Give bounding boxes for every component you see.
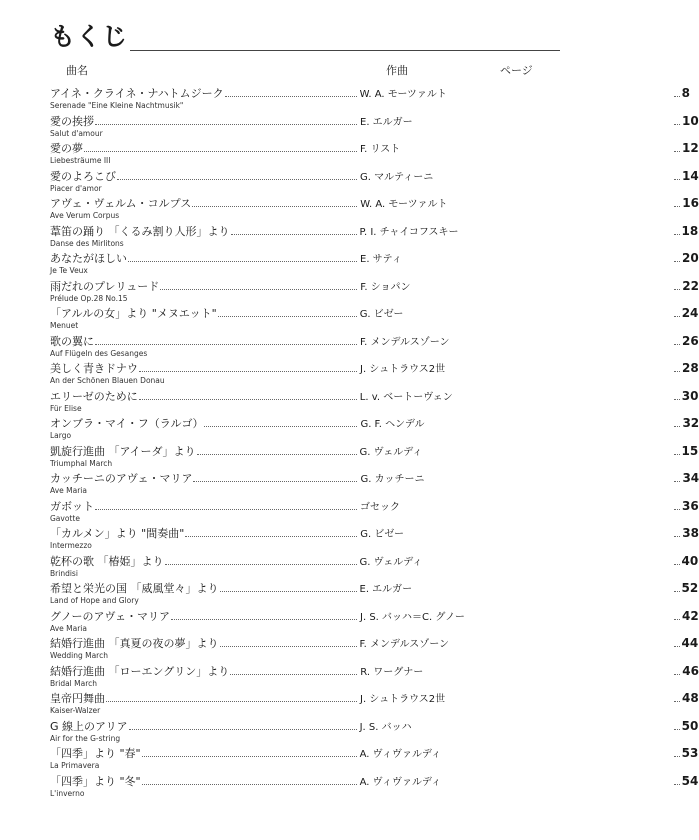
toc-entry (50, 86, 690, 114)
page-number: 10 (682, 113, 699, 128)
dot-leader (129, 729, 357, 730)
toc-entry-main-line (50, 773, 699, 789)
dot-leader (139, 371, 357, 372)
song-original-title: An der Schönen Blauen Donau (50, 376, 165, 385)
dot-leader (674, 564, 680, 565)
song-title: 「四季」より "春" (50, 747, 141, 760)
dot-leader (674, 536, 680, 537)
dot-leader (674, 261, 680, 262)
dot-leader (160, 289, 357, 290)
dot-leader (674, 179, 680, 180)
page-number: 20 (682, 251, 699, 265)
column-header-page: ページ (500, 64, 533, 77)
composer-name: E. エルガー (359, 584, 413, 595)
composer-name: G. ビゼー (359, 309, 404, 320)
dot-leader (106, 701, 357, 702)
composer-name: G. ヴェルディ (359, 446, 423, 458)
page-number: 28 (682, 361, 699, 375)
dot-leader (185, 536, 357, 537)
dot-leader (218, 316, 357, 317)
toc-entry-main-line (50, 471, 699, 486)
dot-leader (220, 591, 357, 592)
toc-entry (50, 416, 699, 444)
toc-entry (50, 498, 699, 527)
column-header-composer: 作曲 (386, 64, 408, 77)
toc-entry-main-line (50, 526, 699, 541)
composer-name: R. ワーグナー (360, 666, 424, 678)
dot-leader (674, 701, 680, 702)
table-of-contents (50, 86, 699, 801)
toc-entry-main-line (50, 361, 699, 376)
song-original-title: Ave Maria (50, 623, 87, 633)
toc-entry-main-line (50, 196, 699, 211)
song-title: 愛のよろこび (50, 169, 116, 183)
dot-leader (674, 151, 680, 152)
dot-leader (674, 234, 680, 235)
page-number: 34 (682, 471, 699, 485)
composer-name: F. メンデルスゾーン (360, 336, 450, 348)
page-number: 42 (682, 608, 699, 623)
composer-name: G. カッチーニ (360, 474, 425, 485)
song-original-title: Wedding March (50, 651, 108, 660)
dot-leader (674, 591, 680, 592)
toc-entry (50, 388, 699, 417)
dot-leader (230, 674, 357, 675)
song-title: 葦笛の踊り 「くるみ割り人形」より (50, 224, 230, 238)
page-number: 52 (681, 581, 699, 595)
song-title: 皇帝円舞曲 (50, 692, 105, 705)
page-number: 26 (682, 333, 699, 348)
song-original-title: Largo (50, 431, 72, 440)
toc-entry (50, 773, 699, 802)
composer-name: ゴセック (360, 501, 400, 513)
song-original-title: Danse des Mirlitons (50, 238, 124, 248)
toc-entry-main-line (50, 333, 699, 349)
page-number: 12 (682, 141, 699, 155)
composer-name: W. A. モーツァルト (359, 89, 447, 100)
page-number: 46 (682, 663, 699, 678)
toc-entry-main-line (50, 663, 699, 679)
toc-entry (50, 306, 699, 334)
toc-entry-main-line (50, 113, 699, 129)
toc-entry (50, 168, 699, 197)
dot-leader (197, 454, 357, 455)
page-number: 32 (682, 416, 699, 430)
dot-leader (674, 784, 680, 785)
toc-entry-main-line (50, 636, 699, 651)
song-title: 雨だれのプレリュード (50, 279, 160, 293)
toc-entry-main-line (50, 498, 699, 514)
composer-name: A. ヴィヴァルディ (359, 749, 442, 760)
page-number: 44 (681, 636, 699, 650)
toc-entry (50, 443, 699, 472)
song-title: 「四季」より "冬" (50, 774, 141, 788)
song-original-title: Intermezzo (50, 541, 92, 550)
dot-leader (674, 206, 680, 207)
dot-leader (674, 729, 680, 730)
toc-entry (50, 251, 699, 279)
page-number: 16 (682, 196, 699, 210)
toc-entry-main-line (50, 553, 699, 569)
song-original-title: Auf Flügeln des Gesanges (50, 348, 148, 358)
dot-leader (204, 426, 357, 427)
page-number: 8 (681, 86, 690, 100)
composer-name: L. v. ベートーヴェン (359, 391, 453, 403)
page-number: 22 (682, 278, 699, 293)
dot-leader (95, 124, 357, 125)
song-original-title: Prélude Op.28 No.15 (50, 293, 128, 303)
dot-leader (193, 481, 357, 482)
dot-leader (674, 96, 680, 97)
title-underline (130, 50, 560, 51)
dot-leader (231, 234, 357, 235)
song-title: 乾杯の歌 「椿姫」より (50, 554, 164, 568)
toc-entry-main-line (50, 86, 690, 101)
dot-leader (142, 784, 357, 785)
dot-leader (674, 756, 680, 757)
toc-entry (50, 278, 699, 307)
composer-name: J. S. バッハ＝C. グノー (360, 611, 465, 623)
toc-entry (50, 113, 699, 142)
toc-entry-main-line (50, 306, 699, 321)
dot-leader (674, 619, 680, 620)
column-header-song: 曲名 (66, 64, 88, 77)
page-title-row (50, 20, 560, 56)
dot-leader (674, 316, 680, 317)
song-original-title: Menuet (50, 321, 79, 330)
page-number: 40 (681, 553, 699, 568)
song-original-title: L'inverno (50, 788, 85, 798)
song-title: カッチーニのアヴェ・マリア (50, 472, 193, 485)
dot-leader (171, 619, 357, 620)
song-title: エリーゼのために (50, 389, 138, 403)
page-number: 48 (682, 691, 699, 705)
dot-leader (674, 124, 680, 125)
dot-leader (128, 261, 357, 262)
toc-entry-main-line (50, 581, 699, 596)
page-number: 36 (682, 498, 699, 513)
dot-leader (117, 179, 357, 180)
song-title: 愛の挨拶 (50, 114, 94, 128)
toc-entry-main-line (50, 251, 699, 266)
song-original-title: Air for the G-string (50, 733, 121, 743)
song-title: 結婚行進曲 「ローエングリン」より (50, 664, 230, 678)
toc-entry (50, 333, 699, 362)
dot-leader (225, 96, 357, 97)
song-original-title: La Primavera (50, 761, 100, 770)
dot-leader (674, 344, 680, 345)
composer-name: F. ショパン (360, 281, 411, 293)
composer-name: G. ヴェルディ (359, 556, 423, 568)
toc-entry (50, 141, 699, 169)
song-title: 凱旋行進曲 「アイーダ」より (50, 444, 196, 458)
dot-leader (674, 481, 680, 482)
toc-entry (50, 718, 699, 747)
toc-entry (50, 196, 699, 224)
song-title: ガボット (50, 499, 94, 513)
dot-leader (95, 344, 357, 345)
dot-leader (674, 509, 680, 510)
song-title: グノーのアヴェ・マリア (50, 609, 171, 623)
song-original-title: Serenade "Eine Kleine Nachtmusik" (50, 101, 184, 110)
toc-entry-main-line (50, 141, 699, 156)
song-original-title: Bridal March (50, 678, 97, 688)
dot-leader (95, 509, 357, 510)
toc-entry (50, 691, 699, 719)
composer-name: J. シュトラウス2世 (360, 364, 446, 375)
song-original-title: Land of Hope and Glory (50, 596, 139, 605)
toc-entry-main-line (50, 223, 699, 239)
dot-leader (192, 206, 357, 207)
toc-entry-main-line (50, 718, 699, 734)
page-number: 30 (681, 388, 699, 403)
composer-name: P. I. チャイコフスキー (359, 226, 459, 238)
song-original-title: Piacer d'amor (50, 183, 102, 193)
composer-name: J. S. バッハ (359, 721, 412, 733)
page-number: 50 (681, 718, 699, 733)
dot-leader (674, 289, 680, 290)
composer-name: E. エルガー (360, 116, 413, 128)
song-title: あなたがほしい (50, 252, 127, 265)
dot-leader (84, 151, 357, 152)
composer-name: G. ビゼー (360, 529, 405, 540)
page-number: 18 (681, 223, 699, 238)
page-number: 53 (681, 746, 699, 760)
dot-leader (142, 756, 357, 757)
page-number: 38 (682, 526, 699, 540)
page-number: 15 (681, 443, 699, 458)
song-title: アイネ・クライネ・ナハトムジーク (50, 87, 224, 100)
song-original-title: Für Elise (50, 403, 82, 413)
composer-name: G. F. ヘンデル (360, 419, 425, 430)
song-title: 歌の翼に (50, 334, 94, 348)
page-number: 24 (681, 306, 699, 320)
dot-leader (220, 646, 357, 647)
composer-name: A. ヴィヴァルディ (359, 776, 442, 788)
dot-leader (674, 399, 680, 400)
toc-entry-main-line (50, 608, 699, 624)
toc-entry (50, 223, 699, 252)
composer-name: G. マルティーニ (360, 171, 434, 183)
toc-entry-main-line (50, 443, 699, 459)
dot-leader (674, 426, 680, 427)
song-title: アヴェ・ヴェルム・コルプス (50, 197, 192, 210)
song-title: オンブラ・マイ・フ（ラルゴ） (50, 417, 204, 430)
toc-entry (50, 471, 699, 499)
toc-entry (50, 526, 699, 554)
toc-entry-main-line (50, 746, 699, 761)
toc-entry (50, 663, 699, 692)
song-original-title: Ave Verum Corpus (50, 211, 120, 220)
toc-entry-main-line (50, 168, 699, 184)
toc-entry-main-line (50, 691, 699, 706)
composer-name: E. サティ (360, 254, 402, 265)
song-title: 「カルメン」より "間奏曲" (50, 527, 185, 540)
song-original-title: Kaiser-Walzer (50, 706, 101, 715)
song-original-title: Triumphal March (50, 458, 113, 468)
dot-leader (674, 454, 680, 455)
song-title: 美しく青きドナウ (50, 362, 138, 375)
song-original-title: Gavotte (50, 513, 80, 523)
toc-entry (50, 361, 699, 389)
toc-entry (50, 581, 699, 609)
dot-leader (674, 371, 680, 372)
song-original-title: Brindisi (50, 568, 78, 578)
composer-name: J. シュトラウス2世 (360, 694, 446, 705)
toc-entry (50, 746, 699, 774)
toc-entry (50, 636, 699, 664)
dot-leader (674, 674, 680, 675)
song-title: 結婚行進曲 「真夏の夜の夢」より (50, 637, 219, 650)
song-original-title: Je Te Veux (50, 266, 88, 275)
song-original-title: Liebesträume III (50, 156, 111, 165)
song-original-title: Salut d'amour (50, 128, 103, 138)
dot-leader (139, 399, 357, 400)
toc-entry (50, 608, 699, 637)
song-title: 希望と栄光の国 「威風堂々」より (50, 582, 219, 595)
dot-leader (165, 564, 357, 565)
page-number: 54 (681, 773, 699, 788)
composer-name: F. リスト (360, 144, 401, 155)
toc-entry-main-line (50, 388, 699, 404)
song-title: 「アルルの女」より "メヌエット" (50, 307, 217, 320)
song-title: 愛の夢 (50, 142, 83, 155)
composer-name: W. A. モーツァルト (360, 199, 448, 210)
toc-entry (50, 553, 699, 582)
page-number: 14 (682, 168, 699, 183)
song-title: G 線上のアリア (50, 719, 128, 733)
song-original-title: Ave Maria (50, 486, 87, 495)
toc-entry-main-line (50, 416, 699, 431)
composer-name: F. メンデルスゾーン (359, 639, 450, 650)
page-title: もくじ (50, 22, 129, 51)
toc-entry-main-line (50, 278, 699, 294)
dot-leader (674, 646, 680, 647)
